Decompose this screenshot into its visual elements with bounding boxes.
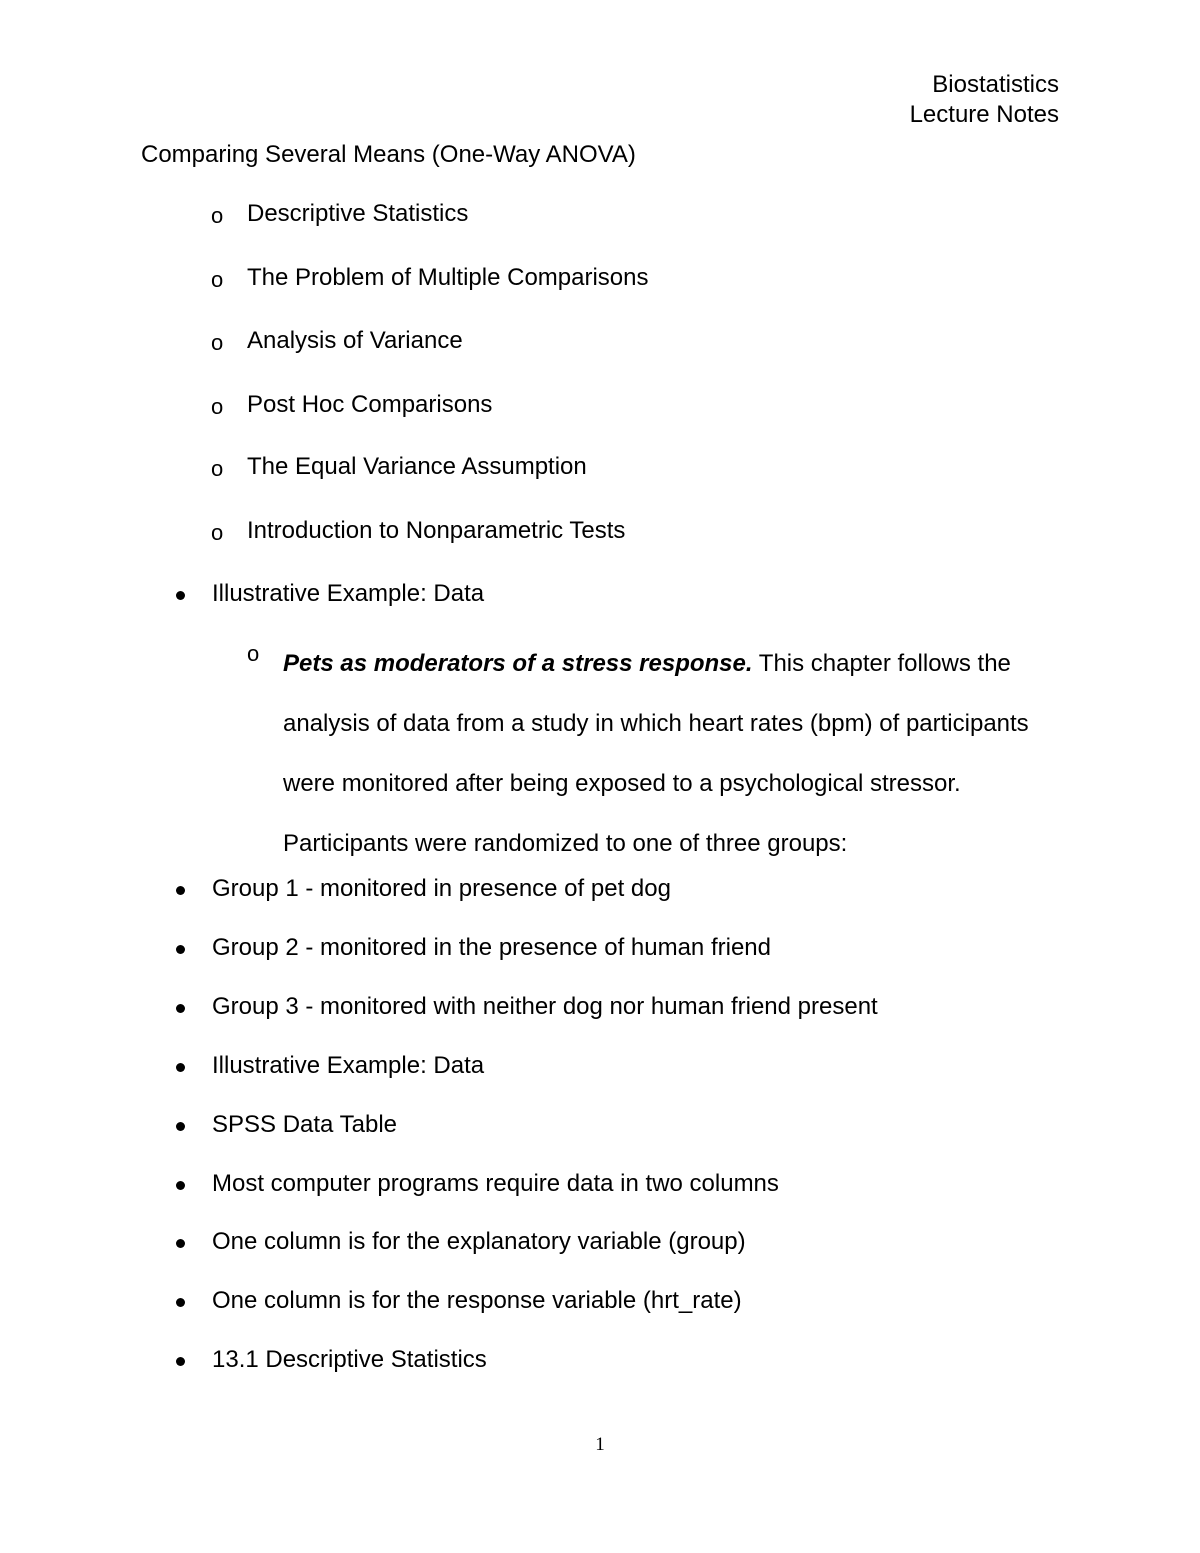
outline-item-label: Analysis of Variance [247,327,463,354]
outline-item-label: Post Hoc Comparisons [247,391,493,418]
outline-marker-icon: o [211,394,224,419]
list-item-label: 13.1 Descriptive Statistics [212,1346,487,1373]
bullet-icon [176,1063,185,1072]
outline-marker-icon: o [211,267,224,292]
page-header [910,70,1059,130]
example-heading: Illustrative Example: Data [212,580,485,607]
bullet-icon [176,1239,185,1248]
list-item-label: SPSS Data Table [212,1111,398,1138]
paragraph-text: This chapter follows the analysis of data from a study in which heart rates (bpm) of participants were monitored after being exposed to a psychological stressor. Participants were randomized to one of three groups: [283,650,1029,857]
outline-marker-icon: o [211,456,224,481]
list-item-label: One column is for the response variable (hrt_rate) [212,1287,742,1314]
list-item-label: Most computer programs require data in two columns [212,1170,779,1197]
bullet-icon [176,945,185,954]
page-number: 1 [595,1434,605,1455]
outline-item-label: The Problem of Multiple Comparisons [247,264,649,291]
list-item-label: One column is for the explanatory variable (group) [212,1228,746,1255]
outline-marker-icon: o [211,520,224,545]
outline-marker-icon: o [211,330,224,355]
outline-item-label: Descriptive Statistics [247,200,469,227]
list-item-label: Group 3 - monitored with neither dog nor human friend present [212,993,878,1020]
bullet-icon [176,1181,185,1190]
list-item-label: Group 1 - monitored in presence of pet dog [212,875,671,902]
outline-marker-icon: o [247,641,260,666]
header-course: Biostatistics [932,71,1059,98]
section-title: Comparing Several Means (One-Way ANOVA) [141,141,636,168]
header-doc-type: Lecture Notes [909,101,1059,128]
bullet-icon [176,886,185,895]
outline-item-label: Introduction to Nonparametric Tests [247,517,626,544]
bullet-icon [176,591,185,600]
bullet-icon [176,1122,185,1131]
list-item-label: Group 2 - monitored in the presence of human friend [212,934,771,961]
bullet-icon [176,1357,185,1366]
paragraph-emphasis: Pets as moderators of a stress response. [283,650,753,677]
outline-item-label: The Equal Variance Assumption [247,453,587,480]
bullet-icon [176,1298,185,1307]
example-paragraph [283,634,1063,874]
outline-marker-icon: o [211,203,224,228]
list-item-label: Illustrative Example: Data [212,1052,485,1079]
bullet-icon [176,1004,185,1013]
